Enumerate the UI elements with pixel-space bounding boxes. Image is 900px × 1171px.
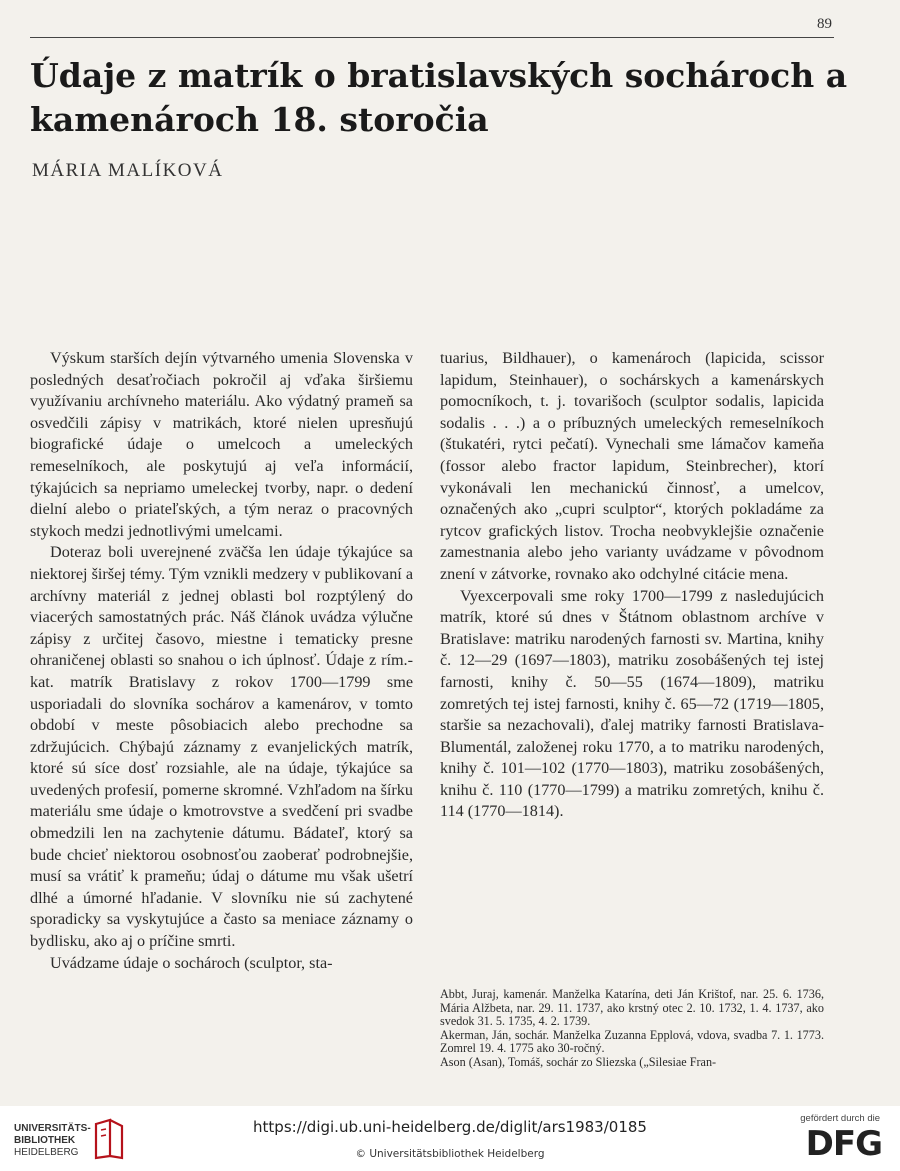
viewer-footer [0,1106,900,1171]
right-column [440,348,824,823]
body-paragraph: Vyexcerpovali sme roky 1700—1799 z nasledujúcich matrík, ktoré sú dnes v Štátnom oblastnom archíve v Bratislave: matriku narodených farnosti sv. Martina, knihy č. 12—29 (1697—1803), matriku zosobášených tej istej farnosti, knihy č. 50—55 (1674—1809), matriku zomretých tej istej farnosti, knihy č. 65—72 (1719—1805, staršie sa nezachovali), ďalej matriky farnosti Bratislava-Blumentál, založenej roku 1770, a to matriku narodených, knihy č. 101—102 (1770—1803), matriku zosobášených, knihu č. 110 (1770—1799) a matriku zomretých, knihu č. 114 (1770—1814). [440,586,824,821]
body-paragraph: Výskum starších dejín výtvarného umenia Slovenska v posledných desaťročiach pokročil aj vďaka širšiemu využívaniu archívneho materiálu. Ako výdatný prameň sa osvedčili zápisy v matrikách, ktoré nielen upresňujú biografické údaje o umelcoch a umeleckých remeselníkoch, ale poskytujú aj veľa informácií, týkajúcich sa nepriamo umeleckej tvorby, napr. o dedení dielní alebo o priateľských, a tým neraz o pracovných stykoch medzi jednotlivými umelcami. [30,349,413,540]
dfg-logo[interactable]: DFG [805,1124,882,1164]
dictionary-entries [440,988,824,1070]
dictionary-entry: Abbt, Juraj, kamenár. Manželka Katarína, deti Ján Krištof, nar. 25. 6. 1736, Mária Alžbeta, nar. 29. 11. 1737, ako krstný otec 2. 10. 1732, 1. 4. 1737, ako svedok 31. 5. 1735, 4. 2. 1739. [440,987,824,1029]
dictionary-entry: Akerman, Ján, sochár. Manželka Zuzanna Epplová, vdova, svadba 7. 1. 1773. Zomrel 19. 4. 1775 ako 30-ročný. [440,1027,824,1056]
left-column [30,348,413,974]
page-number: 89 [817,16,832,32]
body-paragraph: tuarius, Bildhauer), o kamenároch (lapicida, scissor lapidum, Steinhauer), o sochárskych a kamenárskych pomocníkoch, t. j. tovarišoch (sculptor sodalis, lapicida sodalis . . .) a o príbuzných umeleckých remeselníkoch (štukatéri, rytci pečatí). Vynechali sme lámačov kameňa (fossor alebo fractor lapidum, Steinbrecher), ktorí vykonávali len mechanickú činnosť, a umelcov, označených ako „cupri sculptor“, ktorých pokladáme za rytcov grafických listov. Trocha neobvyklejšie označenie zamestnania alebo jeho varianty uvádzame v pôvodnom znení v zátvorke, rovnako ako odchylné citácie mena. [440,349,824,583]
body-paragraph: Uvádzame údaje o sochároch (sculptor, sta- [50,953,333,972]
header-rule [30,37,834,38]
dictionary-entry: Ason (Asan), Tomáš, sochár zo Sliezska („Silesiae Fran- [440,1054,717,1069]
body-paragraph: Doteraz boli uverejnené zväčša len údaje týkajúce sa niektorej širšej témy. Tým vznikli medzery v publikovaní a archívny materiál z jednej oblasti bol rozptýlený do viacerých samostatných prác. Náš článok uvádza výlučne zápisy z určitej časovo, miestne i tematicky presne ohraničenej oblasti so snahou o ich úplnosť. Údaje z rím.-kat. matrík Bratislavy z rokov 1700—1799 sme usporiadali do slovníka sochárov a kamenárov, v tomto období v meste pôsobiacich alebo prechodne sa zdržujúcich. Chýbajú záznamy z evanjelických matrík, ktoré sú síce dosť rozsiahle, ale na údaje, týkajúce sa uvedených profesií, pomerne skromné. Vzhľadom na šírku materiálu sme údaje o kmotrovstve a svedčení pri svadbe obmedzili len na zachytenie dátumu. Bádateľ, ktorý sa bude chcieť niektorou osobnosťou zaoberať podrobnejšie, musí sa vrátiť k prameňu; údaj o dátume mu však ušetrí dlhé a úmorné hľadanie. V slovníku nie sú zachytené sporadicky sa vyskytujúce a často sa meniace záznamy o bydlisku, ako aj o príčine smrti. [30,543,414,951]
page-url-link[interactable]: https://digi.ub.uni-heidelberg.de/diglit/ars1983/0185 [253,1118,647,1136]
article-author: MÁRIA MALÍKOVÁ [32,160,224,181]
library-logo-text[interactable]: UNIVERSITÄTS- BIBLIOTHEK HEIDELBERG [14,1123,91,1158]
copyright-notice: © Universitätsbibliothek Heidelberg [355,1148,545,1160]
article-title: Údaje z matrík o bratislavských sochároch a kamenároch 18. storočia [30,56,848,139]
funding-label: gefördert durch die [800,1113,880,1124]
